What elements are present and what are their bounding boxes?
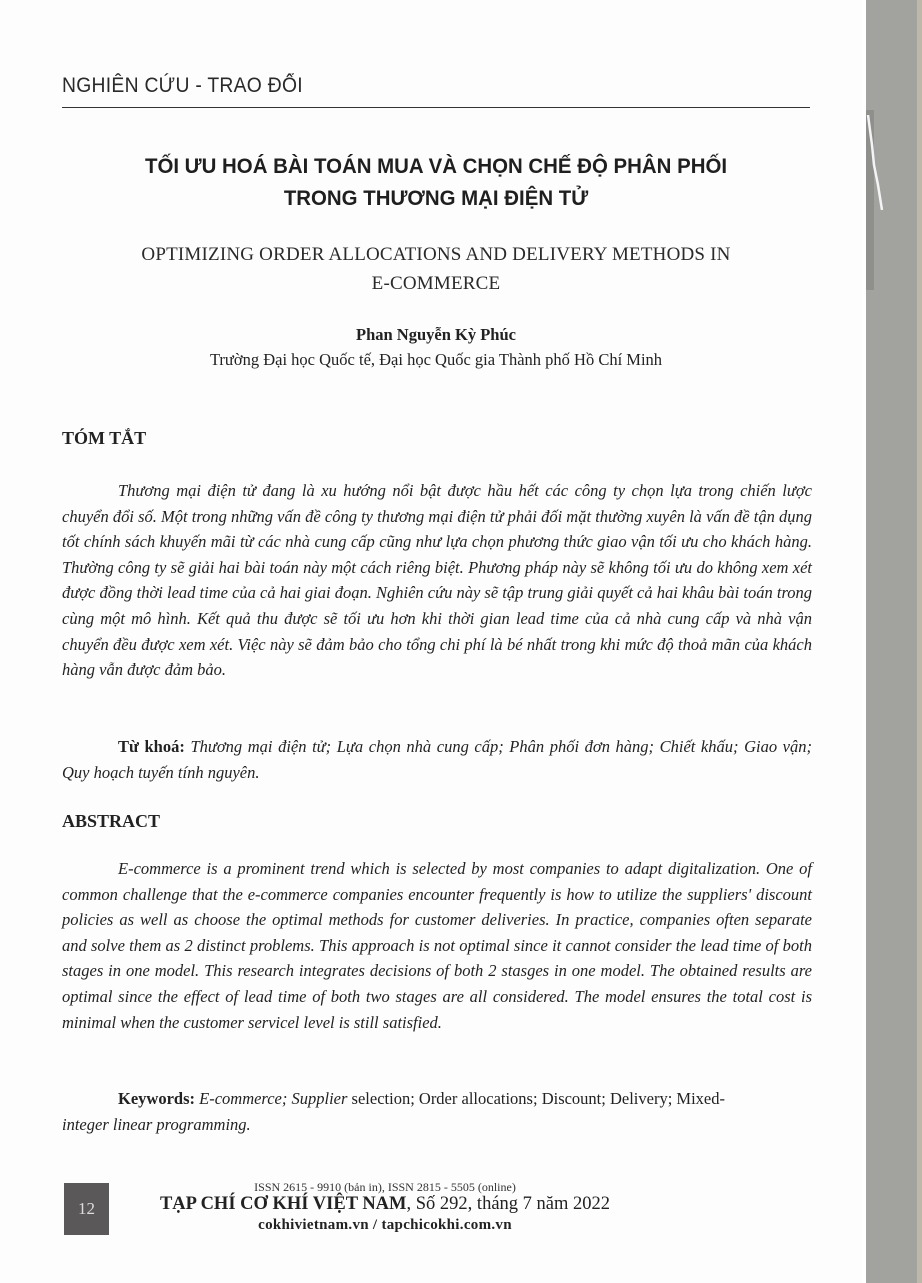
section-label: NGHIÊN CỨU - TRAO ĐỔI [62, 74, 303, 97]
journal-issue: , Số 292, tháng 7 năm 2022 [406, 1194, 611, 1214]
summary-text: Thương mại điện tử đang là xu hướng nổi bật được hầu hết các công ty chọn lựa trong chiến lược chuyển đổi số. Một trong những vấn đề công ty thương mại điện tử phải đối mặt thường xuyên là vấn đề tận dụng tốt chính sách khuyến mãi từ các nhà cung cấp cũng như lựa chọn phương thức giao vận tối ưu cho khách hàng. Thường công ty sẽ giải hai bài toán này một cách riêng biệt. Phương pháp này sẽ không tối ưu do không xem xét được đồng thời lead time của cả hai giai đoạn. Nghiên cứu này sẽ tập trung giải quyết cả hai khâu bài toán trong cùng một mô hình. Kết quả thu được sẽ tối ưu hơn khi thời gian lead time của cả nhà cung cấp và nhà vận chuyển đều được xem xét. Việc này sẽ đảm bảo cho tổng chi phí là bé nhất trong khi mức độ thoả mãn của khách hàng vẫn được đảm bảo. [62, 481, 812, 680]
keywords-en [62, 1086, 812, 1137]
paper-tear-mark [866, 115, 886, 210]
footer-issn: ISSN 2615 - 9910 (bản in), ISSN 2815 - 5505 (online) [254, 1180, 516, 1194]
summary-heading: TÓM TẮT [62, 428, 147, 448]
keywords-vi-label: Từ khoá: [118, 737, 185, 756]
abstract-body [62, 856, 812, 1035]
header-rule [62, 107, 810, 108]
author-affiliation: Trường Đại học Quốc tế, Đại học Quốc gia Thành phố Hồ Chí Minh [209, 350, 663, 369]
page-number: 12 [64, 1183, 109, 1235]
abstract-text: E-commerce is a prominent trend which is selected by most companies to adapt digitalization. One of common challenge that the e-commerce companies encounter frequently is how to utilize the suppliers' discount policies as well as choose the optimal methods for customer deliveries. In practice, companies often separate and solve them as 2 distinct problems. This approach is not optimal since it cannot consider the lead time of both stages in one model. This research integrates decisions of both 2 stasges in one model. The obtained results are optimal since the effect of lead time of both two stages are all considered. The model ensures the total cost is minimal when the customer servicel level is still satisfied. [62, 859, 812, 1032]
keywords-en-label: Keywords: [118, 1089, 195, 1108]
title-vi-line1: TỐI ƯU HOÁ BÀI TOÁN MUA VÀ CHỌN CHẾ ĐỘ PHÂN PHỐI [144, 154, 728, 178]
title-vi-line2: TRONG THƯƠNG MẠI ĐIỆN TỬ [283, 186, 589, 210]
keywords-en-italic: E-commerce; Supplier [199, 1089, 348, 1108]
footer-journal [130, 1194, 640, 1215]
journal-name: TẠP CHÍ CƠ KHÍ VIỆT NAM [159, 1194, 407, 1214]
keywords-en-tail: integer linear programming. [62, 1114, 251, 1134]
edge-highlight [917, 0, 922, 1283]
title-en-line2: E-COMMERCE [371, 273, 501, 294]
keywords-vi [62, 734, 812, 785]
keywords-vi-text: Thương mại điện tử; Lựa chọn nhà cung cấp; Phân phối đơn hàng; Chiết khấu; Giao vận; Quy hoạch tuyến tính nguyên. [62, 737, 812, 782]
abstract-heading: ABSTRACT [62, 811, 161, 831]
title-vietnamese [81, 150, 792, 214]
author-name: Phan Nguyễn Kỳ Phúc [356, 325, 516, 344]
footer-websites: cokhivietnam.vn / tapchicokhi.com.vn [258, 1217, 512, 1233]
summary-body [62, 478, 812, 683]
keywords-en-plain: selection; Order allocations; Discount; Delivery; Mixed- [347, 1089, 725, 1108]
title-english [62, 240, 810, 298]
title-en-line1: OPTIMIZING ORDER ALLOCATIONS AND DELIVERY METHODS IN [141, 244, 731, 265]
